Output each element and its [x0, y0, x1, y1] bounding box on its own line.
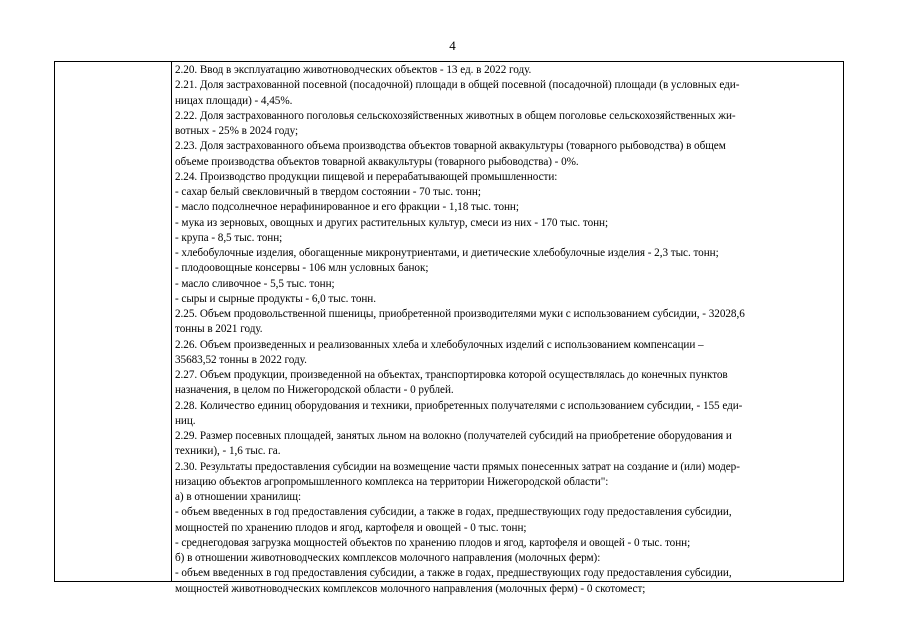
document-table [54, 61, 844, 595]
text-line: ницах площади) - 4,45%. [175, 94, 293, 107]
text-line: мощностей по хранению плодов и ягод, картофеля и овощей - 0 тыс. тонн; [175, 521, 527, 534]
text-line: 35683,52 тонны в 2022 году. [175, 353, 307, 366]
text-line: - крупа - 8,5 тыс. тонн; [175, 231, 283, 244]
text-line: вотных - 25% в 2024 году; [175, 125, 299, 137]
text-line: назначения, в целом по Нижегородской области - 0 рублей. [175, 384, 454, 397]
text-line: 2.23. Доля застрахованного объема производства объектов товарной аквакультуры (товарного рыбоводства) в общем [175, 140, 726, 153]
text-line: низацию объектов агропромышленного комплекса на территории Нижегородской области": [175, 475, 609, 488]
text-line: 2.22. Доля застрахованного поголовья сельскохозяйственных животных в общем поголовье сельскохозяйственных жи- [175, 109, 736, 122]
text-line: 2.25. Объем продовольственной пшеницы, приобретенной производителями муки с использованием субсидии, - 32028,6 [175, 308, 745, 320]
text-line: 2.21. Доля застрахованной посевной (посадочной) площади в общей посевной (посадочной) площади (в условных еди- [175, 79, 740, 92]
text-line: объеме производства объектов товарной аквакультуры (товарного рыбоводства) - 0%. [175, 155, 579, 168]
text-line: - масло подсолнечное нерафинированное и его фракции - 1,18 тыс. тонн; [175, 201, 519, 214]
text-line: 2.28. Количество единиц оборудования и техники, приобретенных получателями с использованием субсидии, - 155 еди- [175, 399, 743, 412]
text-line: - сыры и сырные продукты - 6,0 тыс. тонн. [175, 292, 376, 305]
text-line: 2.29. Размер посевных площадей, занятых льном на волокно (получателей субсидий на приобретение оборудования и [175, 430, 732, 442]
text-line: - сахар белый свекловичный в твердом состоянии - 70 тыс. тонн; [175, 186, 481, 198]
text-line: - объем введенных в год предоставления субсидии, а также в годах, предшествующих году предоставления субсидии, [175, 506, 732, 519]
table-content-cell [175, 63, 840, 597]
text-line: мощностей животноводческих комплексов молочного направления (молочных ферм) - 0 скотомест; [175, 582, 646, 595]
text-line: ниц. [175, 414, 196, 427]
text-line: 2.26. Объем произведенных и реализованных хлеба и хлебобулочных изделий с использованием компенсации – [175, 338, 704, 351]
text-line: - среднегодовая загрузка мощностей объектов по хранению плодов и ягод, картофеля и овощей - 0 тыс. тонн; [175, 536, 691, 549]
text-line: - масло сливочное - 5,5 тыс. тонн; [175, 277, 335, 290]
text-line: б) в отношении животноводческих комплексов молочного направления (молочных ферм): [175, 552, 601, 564]
text-line: 2.20. Ввод в эксплуатацию животноводческих объектов - 13 ед. в 2022 году. [175, 64, 532, 76]
text-line: - плодоовощные консервы - 106 млн условных банок; [175, 262, 429, 275]
text-line: - хлебобулочные изделия, обогащенные микронутриентами, и диетические хлебобулочные изделия - 2,3 тыс. тонн; [175, 247, 719, 259]
text-line: а) в отношении хранилищ: [175, 491, 302, 503]
text-line: техники), - 1,6 тыс. га. [175, 445, 281, 458]
text-line: 2.27. Объем продукции, произведенной на объектах, транспортировка которой осуществлялась до конечных пунктов [175, 369, 728, 381]
table-left-column [55, 62, 172, 581]
text-line: - объем введенных в год предоставления субсидии, а также в годах, предшествующих году предоставления субсидии, [175, 567, 732, 580]
text-line: тонны в 2021 году. [175, 323, 263, 336]
text-line: - мука из зерновых, овощных и других растительных культур, смеси из них - 170 тыс. тонн; [175, 216, 609, 229]
page-number: 4 [449, 38, 456, 53]
text-line: 2.30. Результаты предоставления субсидии на возмещение части прямых понесенных затрат на создание и (или) модер- [175, 460, 740, 473]
text-line: 2.24. Производство продукции пищевой и перерабатывающей промышленности: [175, 170, 558, 183]
